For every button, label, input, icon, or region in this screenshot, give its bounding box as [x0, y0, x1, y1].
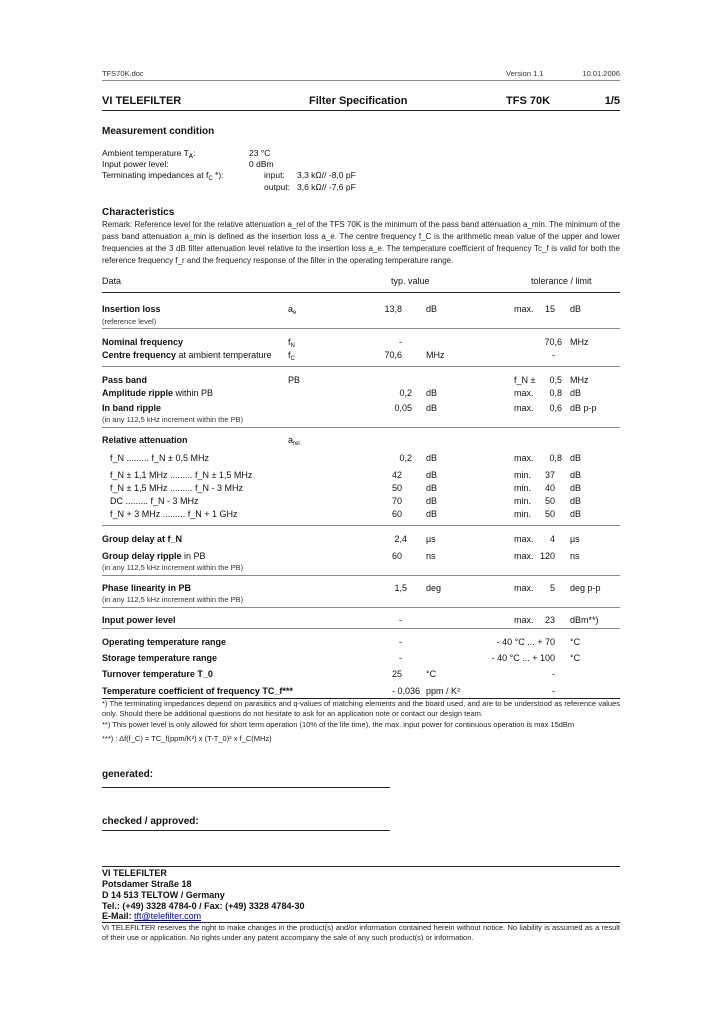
- attenuation-limit-type-5: min.: [514, 509, 532, 519]
- page-number: 1/5: [604, 95, 620, 107]
- characteristics-remark: Remark: Reference level for the relative attenuation a_rel of the TFS 70K is the minimum of the pass band attenuation a_min. The minimum of the pass band attenuation a_min is defined as the insertion loss a_e. The centre frequency f_C is the arithmetic mean value of the upper and lower frequencies at the 3 dB filter attenuation level relative to the insertion loss a_e. The temperature coefficient of frequency Tc_f is valid for both the reference frequency f_r and the frequency response of the filter in the operating temperature range.: [102, 220, 620, 265]
- in-band-ripple-limit: 0,6: [549, 403, 562, 413]
- terminating-impedance-label: Terminating impedances at $f_C$ *):: [102, 170, 224, 182]
- footer-city: D 14 513 TELTOW / Germany: [102, 890, 225, 900]
- attenuation-typ-4: 70: [391, 496, 402, 506]
- operating-temp-typ: -: [399, 637, 402, 647]
- operating-temp-unit: °C: [570, 637, 581, 647]
- insertion-loss-symbol: $a_e$: [288, 304, 297, 316]
- attenuation-range-3: f_N ± 1,5 MHz ......... f_N - 3 MHz: [110, 483, 243, 493]
- group-delay-unit: µs: [426, 534, 436, 544]
- storage-temp-label: Storage temperature range: [102, 653, 218, 663]
- attenuation-unit-1: dB: [426, 453, 438, 463]
- attenuation-unit-4: dB: [426, 496, 438, 506]
- file-name: TFS70K.doc: [102, 69, 144, 78]
- attenuation-unit-5: dB: [426, 509, 438, 519]
- footer-email: E-Mail: tft@telefilter.com: [102, 911, 202, 921]
- attenuation-limit-5: 50: [544, 509, 555, 519]
- attenuation-range-1: f_N ......... f_N ± 0,5 MHz: [110, 453, 209, 463]
- attenuation-range-2: f_N ± 1,1 MHz ......... f_N ± 1,5 MHz: [110, 470, 253, 480]
- in-band-ripple-unit: dB: [426, 403, 438, 413]
- insertion-loss-unit: dB: [426, 304, 438, 314]
- operating-temp-range: - 40 °C ... + 70: [496, 637, 555, 647]
- centre-frequency-label: Centre frequency at ambient temperature: [102, 350, 272, 360]
- in-band-ripple-limit-type: max.: [514, 403, 534, 413]
- measurement-heading: Measurement condition: [102, 126, 215, 137]
- input-power-typ: -: [399, 615, 402, 625]
- attenuation-unit-2: dB: [426, 470, 438, 480]
- phase-linearity-limit-unit: deg p-p: [570, 583, 601, 593]
- phase-linearity-unit: deg: [426, 583, 442, 593]
- group-delay-ripple-unit: ns: [426, 551, 436, 561]
- input-port-label: input:: [264, 170, 285, 180]
- pass-band-label: Pass band: [102, 375, 148, 385]
- group-delay-ripple-typ: 60: [391, 551, 402, 561]
- in-band-ripple-limit-unit: dB p-p: [570, 403, 597, 413]
- centre-frequency-typ: 70,6: [384, 350, 402, 360]
- group-delay-limit: 4: [549, 534, 555, 544]
- checked-approved-label: checked / approved:: [102, 816, 199, 827]
- col-header-typ: typ. value: [391, 276, 430, 286]
- group-delay-limit-unit: µs: [570, 534, 580, 544]
- attenuation-limit-unit-4: dB: [570, 496, 582, 506]
- output-port-label: output:: [264, 182, 290, 192]
- ambient-temp-value: 23 °C: [249, 148, 271, 158]
- amplitude-ripple-typ: 0,2: [399, 388, 412, 398]
- attenuation-limit-1: 0,8: [549, 453, 562, 463]
- attenuation-limit-2: 37: [544, 470, 555, 480]
- output-impedance-value: 3,6 kΩ// -7,6 pF: [297, 182, 356, 192]
- footnote-3: ***) : Δf(f_C) = TC_f(ppm/K²) x (T-T_0)² x f_C(MHz): [102, 734, 272, 743]
- footer-company: VI TELEFILTER: [102, 868, 167, 878]
- generated-label: generated:: [102, 769, 154, 780]
- pass-band-limit-type: f_N ±: [514, 375, 536, 385]
- turnover-temp-label: Turnover temperature T_0: [102, 669, 213, 679]
- centre-frequency-symbol: $f_C$: [288, 350, 295, 362]
- nominal-frequency-label: Nominal frequency: [102, 337, 184, 347]
- phase-linearity-note: (in any 112,5 kHz increment within the PB): [102, 595, 244, 604]
- storage-temp-unit: °C: [570, 653, 581, 663]
- part-number: TFS 70K: [506, 95, 551, 107]
- turnover-temp-typ: 25: [391, 669, 402, 679]
- nominal-frequency-typ: -: [399, 337, 402, 347]
- input-power-limit: 23: [544, 615, 555, 625]
- attenuation-limit-unit-2: dB: [570, 470, 582, 480]
- nominal-frequency-limit-unit: MHz: [570, 337, 589, 347]
- col-header-tolerance: tolerance / limit: [531, 276, 592, 286]
- temp-coefficient-limit: -: [552, 686, 555, 696]
- centre-frequency-unit: MHz: [426, 350, 445, 360]
- amplitude-ripple-unit: dB: [426, 388, 438, 398]
- attenuation-limit-type-1: max.: [514, 453, 534, 463]
- group-delay-ripple-limit-unit: ns: [570, 551, 580, 561]
- attenuation-unit-3: dB: [426, 483, 438, 493]
- attenuation-range-5: f_N + 3 MHz ......... f_N + 1 GHz: [110, 509, 238, 519]
- input-power-value: 0 dBm: [249, 159, 274, 169]
- footnote-2: **) This power level is only allowed for short term operation (10% of the life time), the max. input power for continuous operation is max 15dBm: [102, 720, 575, 729]
- company-name: VI TELEFILTER: [102, 95, 182, 107]
- phase-linearity-limit: 5: [549, 583, 555, 593]
- in-band-ripple-typ: 0,05: [394, 403, 412, 413]
- temp-coefficient-label: Temperature coefficient of frequency TC_f***: [102, 686, 293, 696]
- ambient-temp-label: Ambient temperature $T_A$:: [102, 148, 196, 160]
- footnote-1: *) The terminating impedances depend on parasitics and q-values of matching elements and the board used, and are to be understood as reference values only. Should there be additional questions do not hesitate to ask for an application note or contact our design team.: [102, 699, 620, 718]
- insertion-loss-typ: 13,8: [384, 304, 402, 314]
- in-band-ripple-label: In band ripple: [102, 403, 162, 413]
- footer-disclaimer: VI TELEFILTER reserves the right to make changes in the product(s) and/or information contained herein without notice. No liability is assumed as a result of their use or application. No rights under any patent accompany the sale of any such product(s) or information.: [102, 923, 620, 942]
- attenuation-range-4: DC ......... f_N - 3 MHz: [110, 496, 199, 506]
- amplitude-ripple-label: Amplitude ripple within PB: [102, 388, 214, 398]
- pass-band-symbol: PB: [288, 375, 301, 385]
- col-header-data: Data: [102, 276, 122, 286]
- input-power-limit-unit: dBm**): [570, 615, 599, 625]
- attenuation-typ-2: 42: [391, 470, 402, 480]
- group-delay-ripple-note: (in any 112,5 kHz increment within the PB): [102, 563, 244, 572]
- group-delay-ripple-label: Group delay ripple in PB: [102, 551, 206, 561]
- pass-band-limit: 0,5: [549, 375, 562, 385]
- temp-coefficient-typ: - 0,036: [391, 686, 420, 696]
- temp-coefficient-unit: ppm / K²: [426, 686, 461, 696]
- turnover-temp-limit: -: [552, 669, 555, 679]
- attenuation-limit-type-2: min.: [514, 470, 532, 480]
- input-impedance-value: 3,3 kΩ// -8,0 pF: [297, 170, 356, 180]
- attenuation-limit-unit-3: dB: [570, 483, 582, 493]
- characteristics-heading: Characteristics: [102, 207, 175, 218]
- group-delay-label: Group delay at f_N: [102, 534, 183, 544]
- input-power-limit-type: max.: [514, 615, 534, 625]
- group-delay-typ: 2,4: [394, 534, 407, 544]
- amplitude-ripple-limit-unit: dB: [570, 388, 582, 398]
- in-band-ripple-note: (in any 112,5 kHz increment within the PB): [102, 415, 244, 424]
- attenuation-typ-3: 50: [391, 483, 402, 493]
- input-power-row-label: Input power level: [102, 615, 176, 625]
- storage-temp-typ: -: [399, 653, 402, 663]
- insertion-loss-label: Insertion loss: [102, 304, 161, 314]
- centre-frequency-limit: -: [552, 350, 555, 360]
- input-power-label: Input power level:: [102, 159, 169, 169]
- amplitude-ripple-limit-type: max.: [514, 388, 534, 398]
- attenuation-limit-type-4: min.: [514, 496, 532, 506]
- pass-band-limit-unit: MHz: [570, 375, 589, 385]
- version: Version 1.1: [506, 69, 544, 78]
- relative-attenuation-label: Relative attenuation: [102, 435, 188, 445]
- email-link[interactable]: tft@telefilter.com: [134, 911, 202, 921]
- storage-temp-range: - 40 °C ... + 100: [491, 653, 555, 663]
- footer-phone-fax: Tel.: (+49) 3328 4784-0 / Fax: (+49) 3328 4784-30: [102, 901, 305, 911]
- phase-linearity-label: Phase linearity in PB: [102, 583, 192, 593]
- amplitude-ripple-limit: 0,8: [549, 388, 562, 398]
- page-title: Filter Specification: [309, 95, 408, 107]
- attenuation-limit-unit-1: dB: [570, 453, 582, 463]
- attenuation-limit-type-3: min.: [514, 483, 532, 493]
- nominal-frequency-limit: 70,6: [544, 337, 562, 347]
- insertion-loss-limit: 15: [544, 304, 555, 314]
- attenuation-typ-1: 0,2: [399, 453, 412, 463]
- attenuation-limit-4: 50: [544, 496, 555, 506]
- nominal-frequency-symbol: $f_N$: [288, 337, 295, 349]
- insertion-loss-limit-type: max.: [514, 304, 534, 314]
- group-delay-ripple-limit: 120: [539, 551, 555, 561]
- turnover-temp-unit: °C: [426, 669, 437, 679]
- attenuation-limit-unit-5: dB: [570, 509, 582, 519]
- group-delay-ripple-limit-type: max.: [514, 551, 534, 561]
- relative-attenuation-symbol: $a_{rel}$: [288, 435, 300, 447]
- attenuation-typ-5: 60: [391, 509, 402, 519]
- insertion-loss-note: (reference level): [102, 317, 157, 326]
- group-delay-limit-type: max.: [514, 534, 534, 544]
- attenuation-limit-3: 40: [544, 483, 555, 493]
- phase-linearity-limit-type: max.: [514, 583, 534, 593]
- phase-linearity-typ: 1,5: [394, 583, 407, 593]
- operating-temp-label: Operating temperature range: [102, 637, 227, 647]
- footer-street: Potsdamer Straße 18: [102, 879, 192, 889]
- insertion-loss-limit-unit: dB: [570, 304, 582, 314]
- doc-date: 10.01.2006: [582, 69, 620, 78]
